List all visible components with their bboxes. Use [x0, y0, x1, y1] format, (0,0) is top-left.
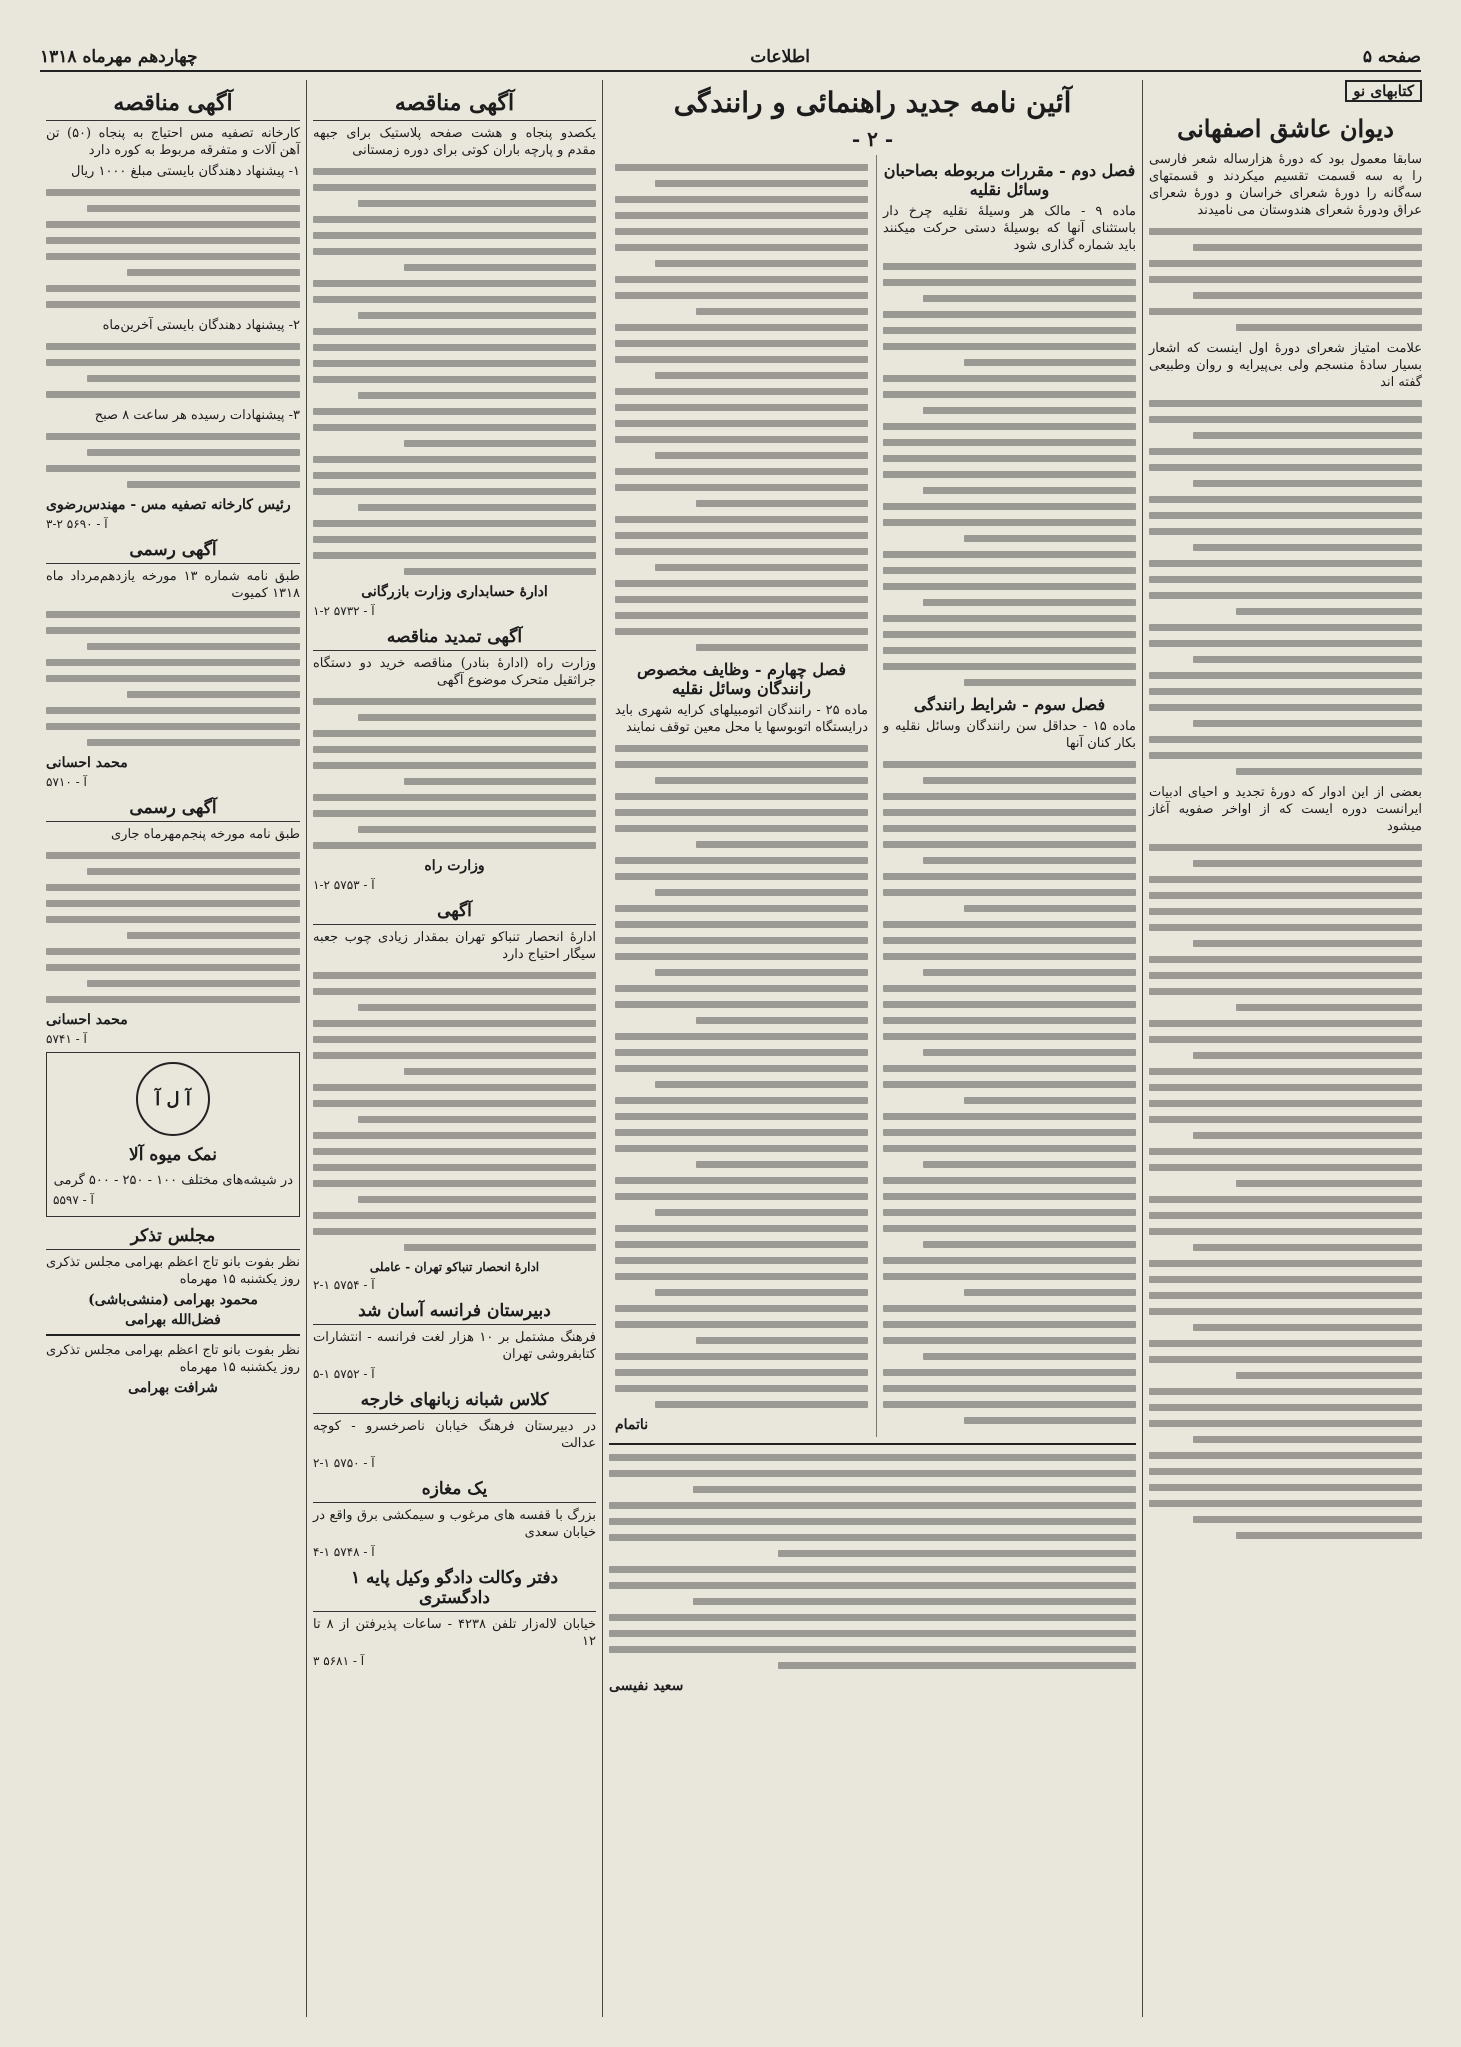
books-column-continued [609, 1454, 1136, 1669]
tender-ad-text: یکصدو پنجاه و هشت صفحه پلاستیک برای جبهه مقدم و پارچه باران کوتی برای دوره زمستانی [313, 126, 596, 158]
article-15: ماده ۱۵ - حداقل سن رانندگان وسائل نقلیه و بکار کنان آنها [883, 719, 1136, 751]
ala-logo-stamp: آ ل آ [136, 1062, 210, 1136]
tobacco-ad-title: آگهی [313, 898, 596, 925]
section-3-title: فصل سوم - شرایط رانندگی [913, 695, 1106, 714]
shop-ad-text: بزرگ با قفسه های مرغوب و سیمکشی برق واقع در خیابان سعدی [313, 1508, 596, 1540]
copper-tender-lines-3 [46, 433, 300, 488]
article-9: ماده ۹ - مالک هر وسیلهٔ نقلیه چرخ دار باستثنای آنها که بوسیلهٔ دستی حرکت میکنند باید شماره گذاری شود [883, 204, 1136, 253]
language-class-ad-text: در دبیرستان فرهنگ خیابان ناصرخسرو - کوچه عدالت [313, 1419, 596, 1451]
article-continued-note: ناتمام [615, 1417, 649, 1433]
books-text-block-3 [1149, 844, 1422, 1539]
copper-tender-item-2: ۲- پیشنهاد دهندگان بایستی آخرین‌ماه [102, 318, 300, 333]
tender-ad-title: آگهی مناقصه [313, 86, 596, 121]
ads-middle-column [306, 80, 602, 2017]
article-right-column [876, 155, 1136, 1437]
fruit-salt-code: آ - ۵۵۹۷ [53, 1193, 94, 1207]
copper-tender-item-3: ۳- پیشنهادات رسیده هر ساعت ۸ صبح [94, 408, 300, 423]
official-notice-1-title: آگهی رسمی [46, 537, 300, 564]
official-notice-2-lines [46, 852, 300, 1003]
tender-ad-code: آ - ۵۷۳۲ ۲-۱ [313, 604, 375, 618]
article-subcolumns [609, 155, 1136, 1437]
law-article-column [602, 80, 1142, 2017]
copper-tender-title: آگهی مناقصه [46, 86, 300, 121]
official-notice-2-title: آگهی رسمی [46, 795, 300, 822]
article-headline: آئین نامه جدید راهنمائی و رانندگی [673, 86, 1072, 119]
french-book-ad-title: دبیرستان فرانسه آسان شد [313, 1298, 596, 1325]
section-3-text [883, 761, 1136, 1424]
memorial-title: مجلس تذکر [46, 1223, 300, 1250]
tobacco-ad-code: آ - ۵۷۵۴ ۱-۲ [313, 1278, 375, 1292]
tender-ad-org: ادارهٔ حسابداری وزارت بازرگانی [361, 584, 548, 600]
tobacco-ad-org: ادارهٔ انحصار تنباکو تهران - عاملی [369, 1260, 540, 1274]
copper-tender-lines-2 [46, 343, 300, 398]
section-2-continued [615, 164, 868, 651]
official-notice-2-signature: محمد احسانی [46, 1012, 128, 1028]
section-2-title: فصل دوم - مقررات مربوطه بصاحبان وسائل نقلیه [883, 161, 1136, 199]
books-intro: سابقا معمول بود که دورهٔ هزارساله شعر فارسی را به سه قسمت تقسیم میکردند و قسمتهای سه‌گانه را دورهٔ شعرای خراسان و دورهٔ شعرای عراق ودورهٔ شعرای هندوستان می نامیدند [1149, 152, 1422, 218]
ads-left-column [40, 80, 306, 2017]
books-tag: کتابهای نو [1345, 80, 1422, 102]
copper-tender-lines [46, 189, 300, 308]
books-para2: علامت امتیاز شعرای دورهٔ اول اینست که اشعار بسیار سادهٔ منسجم ولی بی‌پیرایه و روان وطبیعی گفته اند [1149, 341, 1422, 390]
books-text-block [1149, 228, 1422, 331]
section-4-text [615, 745, 868, 1408]
books-text-block-2 [1149, 400, 1422, 775]
lawyer-ad-title: دفتر وکالت دادگو وکیل پایه ۱ دادگستری [313, 1565, 596, 1612]
official-notice-2-text: طبق نامه مورخه پنجم‌مهرماه جاری [110, 827, 300, 842]
tobacco-ad-lines [313, 972, 596, 1251]
memorial-rule [46, 1334, 300, 1336]
shop-ad-code: آ - ۵۷۴۸ ۱-۴ [313, 1545, 375, 1559]
extension-ad-code: آ - ۵۷۵۳ ۲-۱ [313, 878, 375, 892]
article-bottom-rule [609, 1443, 1136, 1445]
official-notice-1-text: طبق نامه شماره ۱۳ مورخه یازدهم‌مرداد ماه ۱۳۱۸ کمیوت [46, 569, 300, 601]
tender-ad-lines [313, 168, 596, 575]
masthead [40, 44, 1421, 72]
books-column [1142, 80, 1428, 2017]
tobacco-ad-text: ادارهٔ انحصار تنباکو تهران بمقدار زیادی چوب جعبه سیگار احتیاج دارد [313, 930, 596, 962]
fruit-salt-ad [46, 1052, 300, 1217]
books-signature: سعید نفیسی [609, 1678, 684, 1694]
fruit-salt-text: در شیشه‌های مختلف ۱۰۰ - ۲۵۰ - ۵۰۰ گرمی [53, 1173, 293, 1188]
memorial-signature-2: فضل‌الله بهرامی [125, 1312, 221, 1328]
official-notice-1-code: آ - ۵۷۱۰ [46, 775, 87, 789]
article-25: ماده ۲۵ - رانندگان اتومبیلهای کرایه شهری باید درایستگاه اتوبوسها یا محل معین توقف نمایند [615, 703, 868, 735]
paper-name: اطلاعات [750, 47, 811, 67]
official-notice-1-lines [46, 611, 300, 746]
language-class-ad-code: آ - ۵۷۵۰ ۱-۲ [313, 1456, 375, 1470]
memorial-signature-1: محمود بهرامی (منشی‌باشی) [88, 1292, 258, 1308]
extension-ad-lines [313, 698, 596, 849]
language-class-ad-title: کلاس شبانه زبانهای خارجه [313, 1387, 596, 1414]
article-left-column [609, 155, 868, 1437]
memorial-2-text: نظر بفوت بانو تاج اعظم بهرامی مجلس تذکری روز یکشنبه ۱۵ مهرماه [46, 1343, 300, 1375]
copper-tender-item-1: ۱- پیشنهاد دهندگان بایستی مبلغ ۱۰۰۰ ریال [71, 164, 300, 179]
lawyer-ad-text: خیابان لاله‌زار تلفن ۴۲۳۸ - ساعات پذیرفتن از ۸ تا ۱۲ [313, 1617, 596, 1649]
extension-ad-title: آگهی تمدید مناقصه [313, 624, 596, 651]
page-number: صفحه ۵ [1362, 47, 1421, 67]
copper-tender-text: کارخانه تصفیه مس احتیاج به پنجاه (۵۰) تن آهن آلات و متفرقه مربوط به کوره دارد [46, 126, 300, 158]
fruit-salt-title: نمک میوه آلا [129, 1145, 217, 1165]
french-book-ad-text: فرهنگ مشتمل بر ۱۰ هزار لغت فرانسه - انتشارات کتابفروشی تهران [313, 1330, 596, 1362]
article-part-number: - ۲ - [851, 127, 894, 151]
memorial-2-signature: شرافت بهرامی [128, 1380, 218, 1396]
extension-ad-org: وزارت راه [424, 858, 485, 874]
section-2-text [883, 263, 1136, 686]
official-notice-1-signature: محمد احسانی [46, 755, 128, 771]
shop-ad-title: یک مغازه [313, 1476, 596, 1503]
section-4-title: فصل چهارم - وظایف مخصوص رانندگان وسائل نقلیه [636, 660, 847, 698]
french-book-ad-code: آ - ۵۷۵۲ ۱-۵ [313, 1367, 375, 1381]
memorial-text: نظر بفوت بانو تاج اعظم بهرامی مجلس تذکری روز یکشنبه ۱۵ مهرماه [46, 1255, 300, 1287]
copper-tender-signature: رئیس کارخانه تصفیه مس - مهندس‌رضوی [46, 497, 291, 513]
lawyer-ad-code: آ - ۵۶۸۱ ۳ [313, 1654, 365, 1668]
extension-ad-text: وزارت راه (ادارهٔ بنادر) مناقصه خرید دو دستگاه جراثقیل متحرک موضوع آگهی [313, 656, 596, 688]
books-para3: بعضی از این ادوار که دورهٔ تجدید و احیای ادبیات ایرانست دوره ایست که از اواخر صفویه آغاز میشود [1149, 785, 1422, 834]
books-title: دیوان عاشق اصفهانی [1177, 114, 1394, 143]
official-notice-2-code: آ - ۵۷۴۱ [46, 1032, 87, 1046]
issue-date: چهاردهم مهرماه ۱۳۱۸ [40, 47, 198, 67]
copper-tender-code: آ - ۵۶۹۰ ۲-۳ [46, 517, 108, 531]
